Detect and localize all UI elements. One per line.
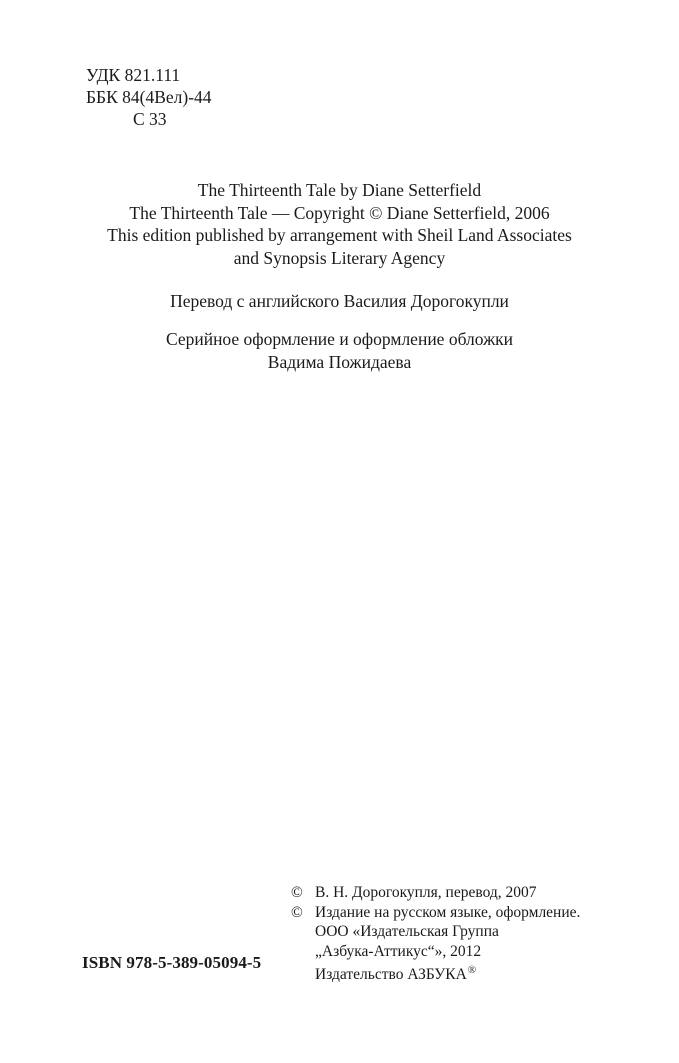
copyright-symbol: © xyxy=(291,884,303,901)
isbn: ISBN 978-5-389-05094-5 xyxy=(82,953,262,972)
copyright-notices xyxy=(291,883,580,985)
copyright-notice-translation xyxy=(291,883,580,903)
copyright-text: Издание на русском языке, оформление. xyxy=(315,903,581,921)
copyright-symbol: © xyxy=(291,903,303,921)
translator-line: Перевод с английского Василия Дорогокупли xyxy=(170,291,509,311)
arrangement-line: This edition published by arrangement with Sheil Land Associates xyxy=(107,225,572,245)
copyright-notice-edition xyxy=(291,903,580,985)
bbk-code: ББК 84(4Вел)-44 xyxy=(86,87,212,107)
publisher-name: Издательство АЗБУКА xyxy=(315,966,467,984)
agency-line: and Synopsis Literary Agency xyxy=(233,247,446,268)
design-credit xyxy=(0,328,679,373)
original-edition-info xyxy=(0,179,679,269)
udk-code: УДК 821.111 xyxy=(86,65,181,85)
original-copyright-line: The Thirteenth Tale — Copyright © Diane Setterfield, 2006 xyxy=(129,202,550,223)
copyright-text: В. Н. Дорогокупля, перевод, 2007 xyxy=(315,884,537,901)
copyright-text: ООО «Издательская Группа xyxy=(315,923,499,940)
classification-codes xyxy=(86,64,212,130)
translation-credit xyxy=(0,290,679,313)
author-mark: С 33 xyxy=(133,109,167,129)
registered-mark: ® xyxy=(467,964,477,976)
design-line: Серийное оформление и оформление обложки xyxy=(165,329,514,349)
copyright-text: „Азбука-Аттикус“», 2012 xyxy=(315,942,482,960)
original-title-line: The Thirteenth Tale by Diane Setterfield xyxy=(197,180,482,200)
publisher-line xyxy=(315,961,580,985)
designer-name: Вадима Пожидаева xyxy=(267,351,412,372)
copyright-text-block xyxy=(315,903,580,985)
